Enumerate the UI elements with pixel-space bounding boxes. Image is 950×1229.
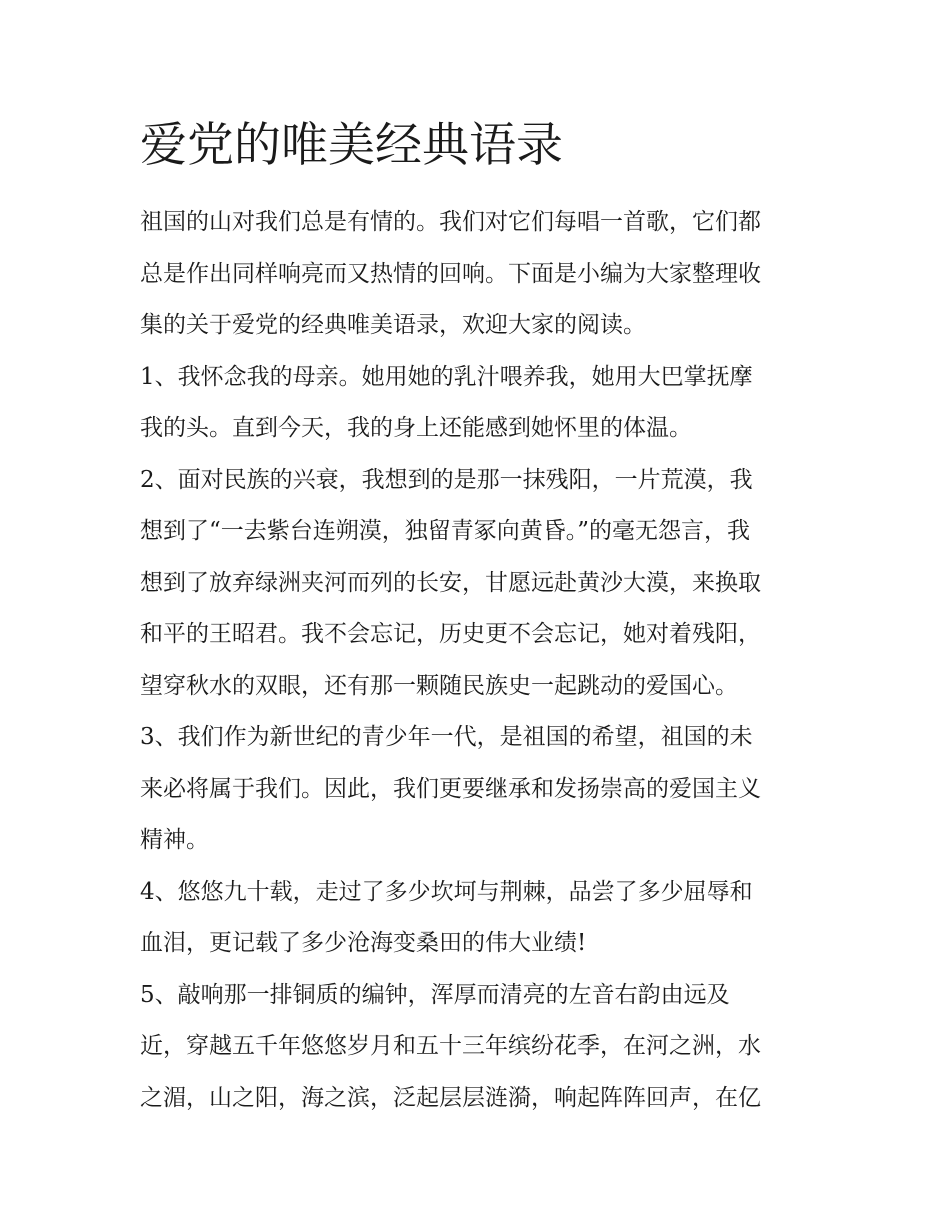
text-line: 3、我们作为新世纪的青少年一代，是祖国的希望，祖国的未 — [140, 724, 753, 750]
text-line: 想到了放弃绿洲夹河而列的长安，甘愿远赴黄沙大漠，来换取 — [140, 569, 761, 596]
text-line: 5、敲响那一排铜质的编钟，浑厚而清亮的左音右韵由远及 — [140, 981, 730, 1008]
document-title: 爱党的唯美经典语录 — [140, 118, 563, 173]
text-line: 想到了“一去紫台连朔漠，独留青冢向黄昏。”的毫无怨言，我 — [140, 518, 751, 544]
text-line: 4、悠悠九十载，走过了多少坎坷与荆棘，品尝了多少屈辱和 — [140, 878, 753, 905]
text-line: 来必将属于我们。因此，我们更要继承和发扬崇高的爱国主义 — [140, 775, 761, 802]
text-line: 精神。 — [140, 827, 209, 853]
text-line: 1、我怀念我的母亲。她用她的乳汁喂养我，她用大巴掌抚摩 — [140, 363, 753, 390]
text-line: 望穿秋水的双眼，还有那一颗随民族史一起跳动的爱国心。 — [140, 672, 738, 699]
text-line: 之湄，山之阳，海之滨，泛起层层涟漪，响起阵阵回声，在亿 — [140, 1084, 761, 1111]
text-line: 近，穿越五千年悠悠岁月和五十三年缤纷花季，在河之洲，水 — [140, 1033, 761, 1059]
document-body — [140, 197, 812, 1124]
text-line: 总是作出同样响亮而又热情的回响。下面是小编为大家整理收 — [140, 260, 761, 287]
text-line: 我的头。直到今天，我的身上还能感到她怀里的体温。 — [140, 415, 692, 441]
text-line: 和平的王昭君。我不会忘记，历史更不会忘记，她对着残阳， — [140, 621, 761, 647]
text-line: 血泪，更记载了多少沧海变桑田的伟大业绩! — [140, 930, 587, 956]
text-line: 祖国的山对我们总是有情的。我们对它们每唱一首歌，它们都 — [140, 209, 761, 235]
text-line: 2、面对民族的兴衰，我想到的是那一抹残阳，一片荒漠，我 — [140, 466, 753, 493]
text-line: 集的关于爱党的经典唯美语录，欢迎大家的阅读。 — [140, 312, 646, 338]
